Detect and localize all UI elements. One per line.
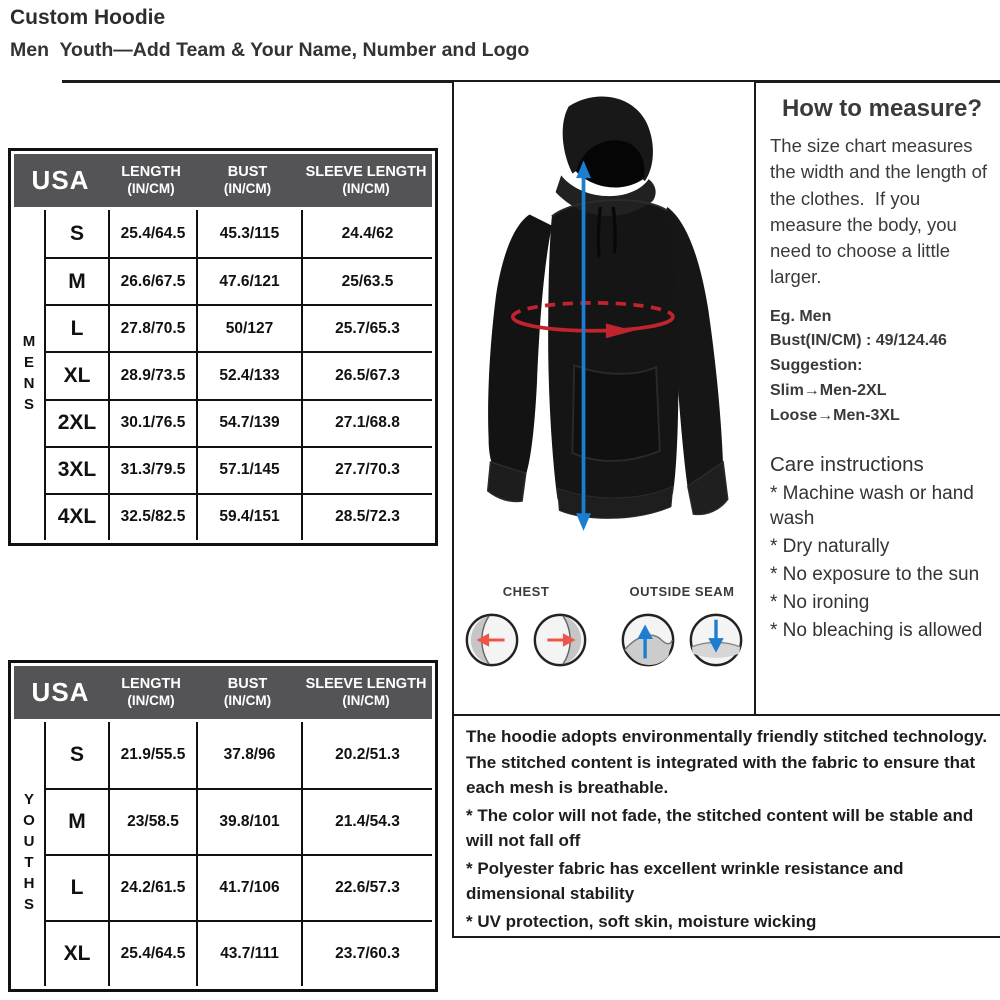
care-instruction-item: * No ironing — [770, 591, 870, 613]
table-body — [14, 722, 432, 986]
size-suggestion-example — [770, 305, 994, 429]
how-to-measure-heading: How to measure? — [781, 95, 983, 122]
example-line: Suggestion: — [770, 357, 863, 375]
chest-diagram-group — [460, 584, 592, 669]
table-rows — [46, 722, 432, 986]
example-line: Loose→Men-3XL — [770, 406, 900, 424]
length-cell: 21.9/55.5 — [110, 722, 198, 788]
length-cell: 30.1/76.5 — [110, 399, 198, 446]
column-header-length — [107, 164, 195, 196]
product-description-box — [452, 714, 1000, 938]
bust-cell: 43.7/111 — [198, 920, 303, 986]
sleeve-cell: 23.7/60.3 — [303, 920, 432, 986]
length-cell: 25.4/64.5 — [110, 210, 198, 257]
product-image-panel — [452, 80, 756, 716]
sleeve-cell: 22.6/57.3 — [303, 854, 432, 920]
youths-size-table — [8, 660, 438, 992]
column-label: BUST — [227, 676, 268, 693]
size-cell: M — [46, 257, 110, 304]
column-header-bust — [195, 676, 300, 708]
length-cell: 31.3/79.5 — [110, 446, 198, 493]
sleeve-cell: 21.4/54.3 — [303, 788, 432, 854]
table-rows — [46, 210, 432, 540]
column-unit: (IN/CM) — [223, 181, 272, 197]
how-to-measure-text: The size chart measures the width and the length of the clothes. If you measure the body, you need to choose a little larger. — [770, 135, 993, 288]
length-cell: 26.6/67.5 — [110, 257, 198, 304]
group-label-mens: MENS — [14, 210, 46, 540]
outside-seam-up-icon — [619, 611, 677, 669]
chest-measure-right-icon — [531, 611, 589, 669]
chest-label: CHEST — [502, 584, 550, 599]
sleeve-cell: 24.4/62 — [341, 224, 394, 242]
length-cell: 25.4/64.5 — [110, 920, 198, 986]
size-cell: 4XL — [46, 493, 110, 540]
size-cell: XL — [46, 920, 110, 986]
description-paragraph: * UV protection, soft skin, moisture wicking — [466, 911, 817, 931]
sleeve-cell: 27.1/68.8 — [303, 399, 432, 446]
column-unit: (IN/CM) — [127, 693, 175, 709]
bust-cell: 39.8/101 — [198, 788, 303, 854]
care-instructions-list — [770, 481, 994, 643]
table-header — [14, 154, 432, 207]
column-label: SLEEVE LENGTH — [305, 164, 427, 181]
column-unit: (IN/CM) — [127, 181, 175, 197]
size-cell: L — [46, 304, 110, 351]
size-cell: 2XL — [46, 399, 110, 446]
care-instruction-item: * Dry naturally — [770, 535, 890, 557]
column-label: LENGTH — [121, 164, 181, 181]
size-cell: S — [46, 722, 110, 788]
column-unit: (IN/CM) — [223, 693, 272, 709]
bust-cell: 37.8/96 — [198, 722, 303, 788]
bust-cell: 50/127 — [198, 304, 303, 351]
measure-diagram-row — [454, 584, 754, 704]
bust-cell: 57.1/145 — [198, 446, 303, 493]
example-line: Eg. Men — [770, 307, 832, 325]
column-header-sleeve-length — [300, 676, 432, 708]
bust-cell: 41.7/106 — [198, 854, 303, 920]
column-unit: (IN/CM) — [342, 181, 390, 197]
bust-cell: 54.7/139 — [198, 399, 303, 446]
bust-cell: 45.3/115 — [198, 210, 303, 257]
sleeve-cell: 25/63.5 — [303, 257, 432, 304]
outside-seam-down-icon — [687, 611, 745, 669]
page-title: Custom Hoodie — [10, 6, 166, 29]
column-label: SLEEVE LENGTH — [305, 676, 427, 693]
length-cell: 28.9/73.5 — [110, 351, 198, 398]
length-cell: 27.8/70.5 — [110, 304, 198, 351]
care-instruction-item: * No bleaching is allowed — [770, 619, 983, 641]
description-paragraph: * The color will not fade, the stitched content will be stable and will not fall off — [466, 805, 974, 850]
table-header — [14, 666, 432, 719]
length-cell: 24.2/61.5 — [110, 854, 198, 920]
table-body — [14, 210, 432, 540]
length-cell: 23/58.5 — [110, 788, 198, 854]
care-instruction-item: * Machine wash or hand wash — [770, 482, 974, 529]
column-header-sleeve-length — [300, 164, 432, 196]
sleeve-cell: 25.7/65.3 — [303, 304, 432, 351]
sleeve-cell: 28.5/72.3 — [303, 493, 432, 540]
description-paragraph: * Polyester fabric has excellent wrinkle resistance and dimensional stability — [466, 858, 904, 903]
sleeve-cell: 27.7/70.3 — [303, 446, 432, 493]
size-cell: 3XL — [46, 446, 110, 493]
column-header-usa: USA — [31, 677, 90, 707]
description-paragraph: The hoodie adopts environmentally friendly stitched technology. The stitched content is integrated with the fabric to ensure that each mesh is breathable. — [466, 727, 988, 797]
chest-measure-left-icon — [463, 611, 521, 669]
sleeve-cell: 26.5/67.3 — [303, 351, 432, 398]
outside-seam-label: OUTSIDE SEAM — [629, 584, 735, 599]
mens-size-table — [8, 148, 438, 546]
example-line: Slim→Men-2XL — [770, 381, 887, 399]
size-cell: S — [46, 210, 110, 257]
column-label: BUST — [227, 164, 268, 181]
bust-cell: 52.4/133 — [198, 351, 303, 398]
bust-cell: 59.4/151 — [198, 493, 303, 540]
example-line: Bust(IN/CM) : 49/124.46 — [770, 332, 947, 350]
column-header-bust — [195, 164, 300, 196]
column-label: LENGTH — [121, 676, 181, 693]
care-instructions-heading: Care instructions — [770, 452, 924, 476]
column-header-usa: USA — [31, 165, 90, 195]
group-label-youths: YOUTHS — [14, 722, 46, 986]
bust-cell: 47.6/121 — [198, 257, 303, 304]
length-cell: 32.5/82.5 — [110, 493, 198, 540]
how-to-measure-panel — [757, 83, 1000, 714]
care-instruction-item: * No exposure to the sun — [770, 563, 980, 585]
size-cell: M — [46, 788, 110, 854]
hoodie-product-image — [456, 86, 752, 570]
size-cell: XL — [46, 351, 110, 398]
size-cell: L — [46, 854, 110, 920]
page-subtitle: Men Youth—Add Team & Your Name, Number and Logo — [10, 39, 530, 61]
outside-seam-diagram-group — [614, 584, 750, 669]
column-header-length — [107, 676, 195, 708]
column-unit: (IN/CM) — [342, 693, 390, 709]
sleeve-cell: 20.2/51.3 — [335, 746, 400, 763]
